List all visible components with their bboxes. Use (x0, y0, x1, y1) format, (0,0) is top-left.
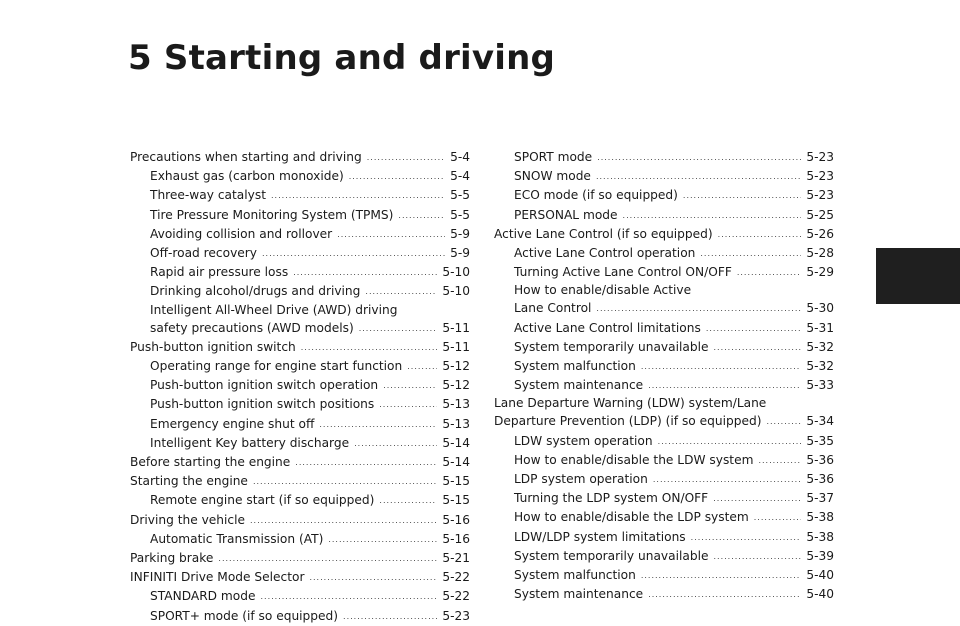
toc-entry-title: System temporarily unavailable (514, 548, 709, 563)
toc-page-number: 5-26 (806, 226, 834, 241)
toc-entry-title: Exhaust gas (carbon monoxide) (150, 169, 344, 184)
toc-entry-title: Intelligent Key battery discharge (150, 435, 350, 450)
toc-entry-title: ECO mode (if so equipped) (514, 188, 678, 203)
toc-page-number: 5-36 (806, 472, 834, 487)
dot-leader (713, 547, 801, 566)
toc-entry[interactable] (130, 263, 470, 282)
dot-leader (641, 566, 801, 585)
toc-entry-title: Lane Control (514, 301, 592, 316)
toc-entry-title: How to enable/disable the LDW system (514, 452, 754, 467)
dot-leader (328, 530, 437, 549)
toc-entry[interactable] (130, 549, 470, 568)
toc-entry[interactable] (130, 491, 470, 510)
toc-entry[interactable] (494, 566, 834, 585)
toc-page-number: 5-38 (806, 529, 834, 544)
dot-leader (359, 319, 438, 338)
toc-entry[interactable] (494, 508, 834, 527)
dot-leader (683, 186, 801, 205)
toc-entry[interactable] (130, 282, 470, 301)
dot-leader (623, 206, 802, 225)
toc-entry-title: System maintenance (514, 587, 644, 602)
toc-entry[interactable] (130, 395, 470, 414)
toc-page-number: 5-12 (442, 359, 470, 374)
toc-entry[interactable] (494, 167, 834, 186)
toc-entry-title: LDP system operation (514, 472, 648, 487)
toc-page-number: 5-16 (442, 512, 470, 527)
toc-entry-title: Drinking alcohol/drugs and driving (150, 284, 361, 299)
toc-entry[interactable] (130, 206, 470, 225)
toc-entry[interactable] (494, 244, 834, 263)
toc-entry[interactable] (494, 206, 834, 225)
toc-entry-title: Tire Pressure Monitoring System (TPMS) (150, 207, 394, 222)
dot-leader (737, 263, 801, 282)
toc-page-number: 5-38 (806, 510, 834, 525)
toc-entry[interactable] (494, 299, 834, 318)
toc-page-number: 5-13 (442, 397, 470, 412)
toc-page-number: 5-28 (806, 246, 834, 261)
toc-right-column (494, 148, 834, 604)
toc-entry-title: How to enable/disable the LDP system (514, 510, 749, 525)
toc-entry[interactable] (130, 376, 470, 395)
dot-leader (713, 489, 801, 508)
toc-entry[interactable] (130, 415, 470, 434)
dot-leader (367, 148, 445, 167)
toc-page-number: 5-30 (806, 301, 834, 316)
toc-entry-title: Operating range for engine start function (150, 359, 403, 374)
toc-page-number: 5-35 (806, 433, 834, 448)
toc-entry[interactable] (494, 357, 834, 376)
toc-page-number: 5-11 (442, 320, 470, 335)
dot-leader (295, 453, 437, 472)
dot-leader (383, 376, 437, 395)
chapter-title: 5 Starting and driving (128, 38, 556, 78)
dot-leader (354, 434, 437, 453)
toc-entry[interactable] (130, 511, 470, 530)
chapter-tab-marker (876, 248, 960, 304)
toc-page-number: 5-5 (450, 188, 470, 203)
toc-entry-title: Active Lane Control operation (514, 246, 696, 261)
toc-entry[interactable] (130, 319, 470, 338)
dot-leader (691, 528, 802, 547)
toc-page-number: 5-37 (806, 491, 834, 506)
toc-entry[interactable] (130, 453, 470, 472)
toc-entry-title: STANDARD mode (150, 589, 256, 604)
toc-entry[interactable] (494, 585, 834, 604)
dot-leader (641, 357, 801, 376)
toc-page-number: 5-13 (442, 416, 470, 431)
toc-page-number: 5-14 (442, 435, 470, 450)
toc-page-number: 5-32 (806, 339, 834, 354)
toc-entry-title: System temporarily unavailable (514, 339, 709, 354)
dot-leader (343, 607, 437, 626)
toc-entry-line: How to enable/disable Active (514, 283, 692, 298)
toc-entry[interactable] (130, 434, 470, 453)
toc-entry[interactable] (130, 338, 470, 357)
dot-leader (337, 225, 445, 244)
toc-page-number: 5-4 (450, 150, 470, 164)
dot-leader (301, 338, 438, 357)
toc-entry[interactable] (130, 244, 470, 263)
toc-entry-title: LDW/LDP system limitations (514, 529, 686, 544)
toc-entry-title: Three-way catalyst (150, 188, 266, 203)
dot-leader (653, 470, 801, 489)
toc-entry[interactable] (494, 451, 834, 470)
toc-entry-title: Emergency engine shut off (150, 416, 315, 431)
toc-entry-title: SNOW mode (514, 169, 591, 184)
toc-entry[interactable] (130, 587, 470, 606)
toc-entry-title: Turning Active Lane Control ON/OFF (514, 265, 732, 280)
toc-entry-title: Before starting the engine (130, 455, 291, 470)
toc-entry[interactable] (494, 263, 834, 282)
toc-entry-title: PERSONAL mode (514, 207, 618, 222)
dot-leader (250, 511, 437, 530)
toc-page-number: 5-4 (450, 169, 470, 184)
dot-leader (379, 395, 437, 414)
toc-entry-title: Precautions when starting and driving (130, 150, 362, 164)
dot-leader (262, 244, 445, 263)
toc-entry[interactable] (494, 225, 834, 244)
toc-entry[interactable] (130, 530, 470, 549)
toc-page-number: 5-15 (442, 493, 470, 508)
toc-page-number: 5-23 (806, 169, 834, 184)
toc-page-number: 5-22 (442, 589, 470, 604)
dot-leader (596, 167, 801, 186)
toc-entry-title: Off-road recovery (150, 246, 257, 261)
dot-leader (349, 167, 445, 186)
toc-entry-title: Push-button ignition switch positions (150, 397, 375, 412)
dot-leader (319, 415, 437, 434)
toc-entry-line: Intelligent All-Wheel Drive (AWD) driving (150, 302, 398, 317)
toc-entry-title: safety precautions (AWD models) (150, 320, 354, 335)
toc-entry[interactable] (494, 148, 834, 167)
toc-entry[interactable] (130, 167, 470, 186)
toc-page-number: 5-16 (442, 531, 470, 546)
dot-leader (293, 263, 437, 282)
toc-page-number: 5-36 (806, 452, 834, 467)
dot-leader (365, 282, 437, 301)
toc-entry[interactable] (494, 376, 834, 395)
dot-leader (407, 357, 437, 376)
toc-entry[interactable] (494, 528, 834, 547)
toc-page-number: 5-9 (450, 226, 470, 241)
toc-entry-title: Departure Prevention (LDP) (if so equipped) (494, 414, 762, 429)
toc-page-number: 5-34 (806, 414, 834, 429)
toc-entry-title: Parking brake (130, 551, 214, 566)
dot-leader (261, 587, 438, 606)
toc-entry[interactable] (130, 568, 470, 587)
toc-entry-title: Active Lane Control (if so equipped) (494, 226, 713, 241)
toc-page-number: 5-9 (450, 246, 470, 261)
toc-entry[interactable] (130, 225, 470, 244)
dot-leader (253, 472, 437, 491)
toc-entry-title: SPORT+ mode (if so equipped) (150, 608, 339, 623)
toc-entry-title: System maintenance (514, 378, 644, 393)
toc-entry[interactable] (494, 338, 834, 357)
toc-entry-title: Push-button ignition switch operation (150, 378, 379, 393)
toc-entry-title: System malfunction (514, 359, 636, 374)
toc-page-number: 5-21 (442, 551, 470, 566)
dot-leader (596, 299, 801, 318)
toc-page-number: 5-29 (806, 265, 834, 280)
toc-entry[interactable] (494, 186, 834, 205)
toc-entry-line: Lane Departure Warning (LDW) system/Lane (494, 396, 767, 411)
toc-entry-title: Avoiding collision and rollover (150, 226, 333, 241)
toc-page-number: 5-39 (806, 548, 834, 563)
dot-leader (706, 319, 801, 338)
toc-page-number: 5-32 (806, 359, 834, 374)
toc-page-number: 5-25 (806, 207, 834, 222)
toc-page-number: 5-12 (442, 378, 470, 393)
toc-page-number: 5-11 (442, 339, 470, 354)
toc-page-number: 5-23 (806, 150, 834, 164)
toc-entry-title: Turning the LDP system ON/OFF (514, 491, 709, 506)
dot-leader (309, 568, 437, 587)
toc-entry-title: Automatic Transmission (AT) (150, 531, 324, 546)
dot-leader (648, 585, 801, 604)
toc-page-number: 5-22 (442, 570, 470, 585)
toc-page-number: 5-10 (442, 265, 470, 280)
dot-leader (758, 451, 801, 470)
dot-leader (754, 508, 802, 527)
dot-leader (766, 412, 801, 431)
dot-leader (398, 206, 445, 225)
toc-entry-title: Push-button ignition switch (130, 339, 296, 354)
dot-leader (648, 376, 801, 395)
toc-page-number: 5-14 (442, 455, 470, 470)
toc-page-number: 5-40 (806, 568, 834, 583)
dot-leader (700, 244, 801, 263)
toc-entry[interactable] (494, 412, 834, 431)
toc-left-column (130, 148, 470, 626)
dot-leader (271, 186, 445, 205)
toc-entry-title: Remote engine start (if so equipped) (150, 493, 375, 508)
toc-entry-title: LDW system operation (514, 433, 653, 448)
toc-entry-title: Driving the vehicle (130, 512, 245, 527)
toc-page-number: 5-15 (442, 474, 470, 489)
dot-leader (218, 549, 437, 568)
toc-entry-title: Active Lane Control limitations (514, 320, 701, 335)
toc-page-number: 5-31 (806, 320, 834, 335)
dot-leader (379, 491, 437, 510)
toc-entry[interactable] (130, 607, 470, 626)
toc-entry-title: Rapid air pressure loss (150, 265, 289, 280)
toc-page-number: 5-23 (806, 188, 834, 203)
toc-entry[interactable] (130, 472, 470, 491)
toc-page-number: 5-40 (806, 587, 834, 602)
toc-entry[interactable] (494, 547, 834, 566)
toc-page-number: 5-10 (442, 284, 470, 299)
toc-entry-title: SPORT mode (514, 150, 593, 164)
toc-entry[interactable] (494, 489, 834, 508)
dot-leader (658, 432, 802, 451)
toc-entry-title: Starting the engine (130, 474, 248, 489)
toc-entry-title: INFINITI Drive Mode Selector (130, 570, 305, 585)
dot-leader (718, 225, 802, 244)
toc-entry[interactable] (494, 319, 834, 338)
dot-leader (597, 148, 801, 167)
toc-entry[interactable] (494, 432, 834, 451)
toc-page-number: 5-23 (442, 608, 470, 623)
toc-entry[interactable] (130, 186, 470, 205)
toc-page-number: 5-33 (806, 378, 834, 393)
toc-entry[interactable] (130, 148, 470, 167)
toc-entry[interactable] (130, 357, 470, 376)
toc-entry[interactable] (494, 470, 834, 489)
toc-page-number: 5-5 (450, 207, 470, 222)
toc-entry-title: System malfunction (514, 568, 636, 583)
dot-leader (713, 338, 801, 357)
